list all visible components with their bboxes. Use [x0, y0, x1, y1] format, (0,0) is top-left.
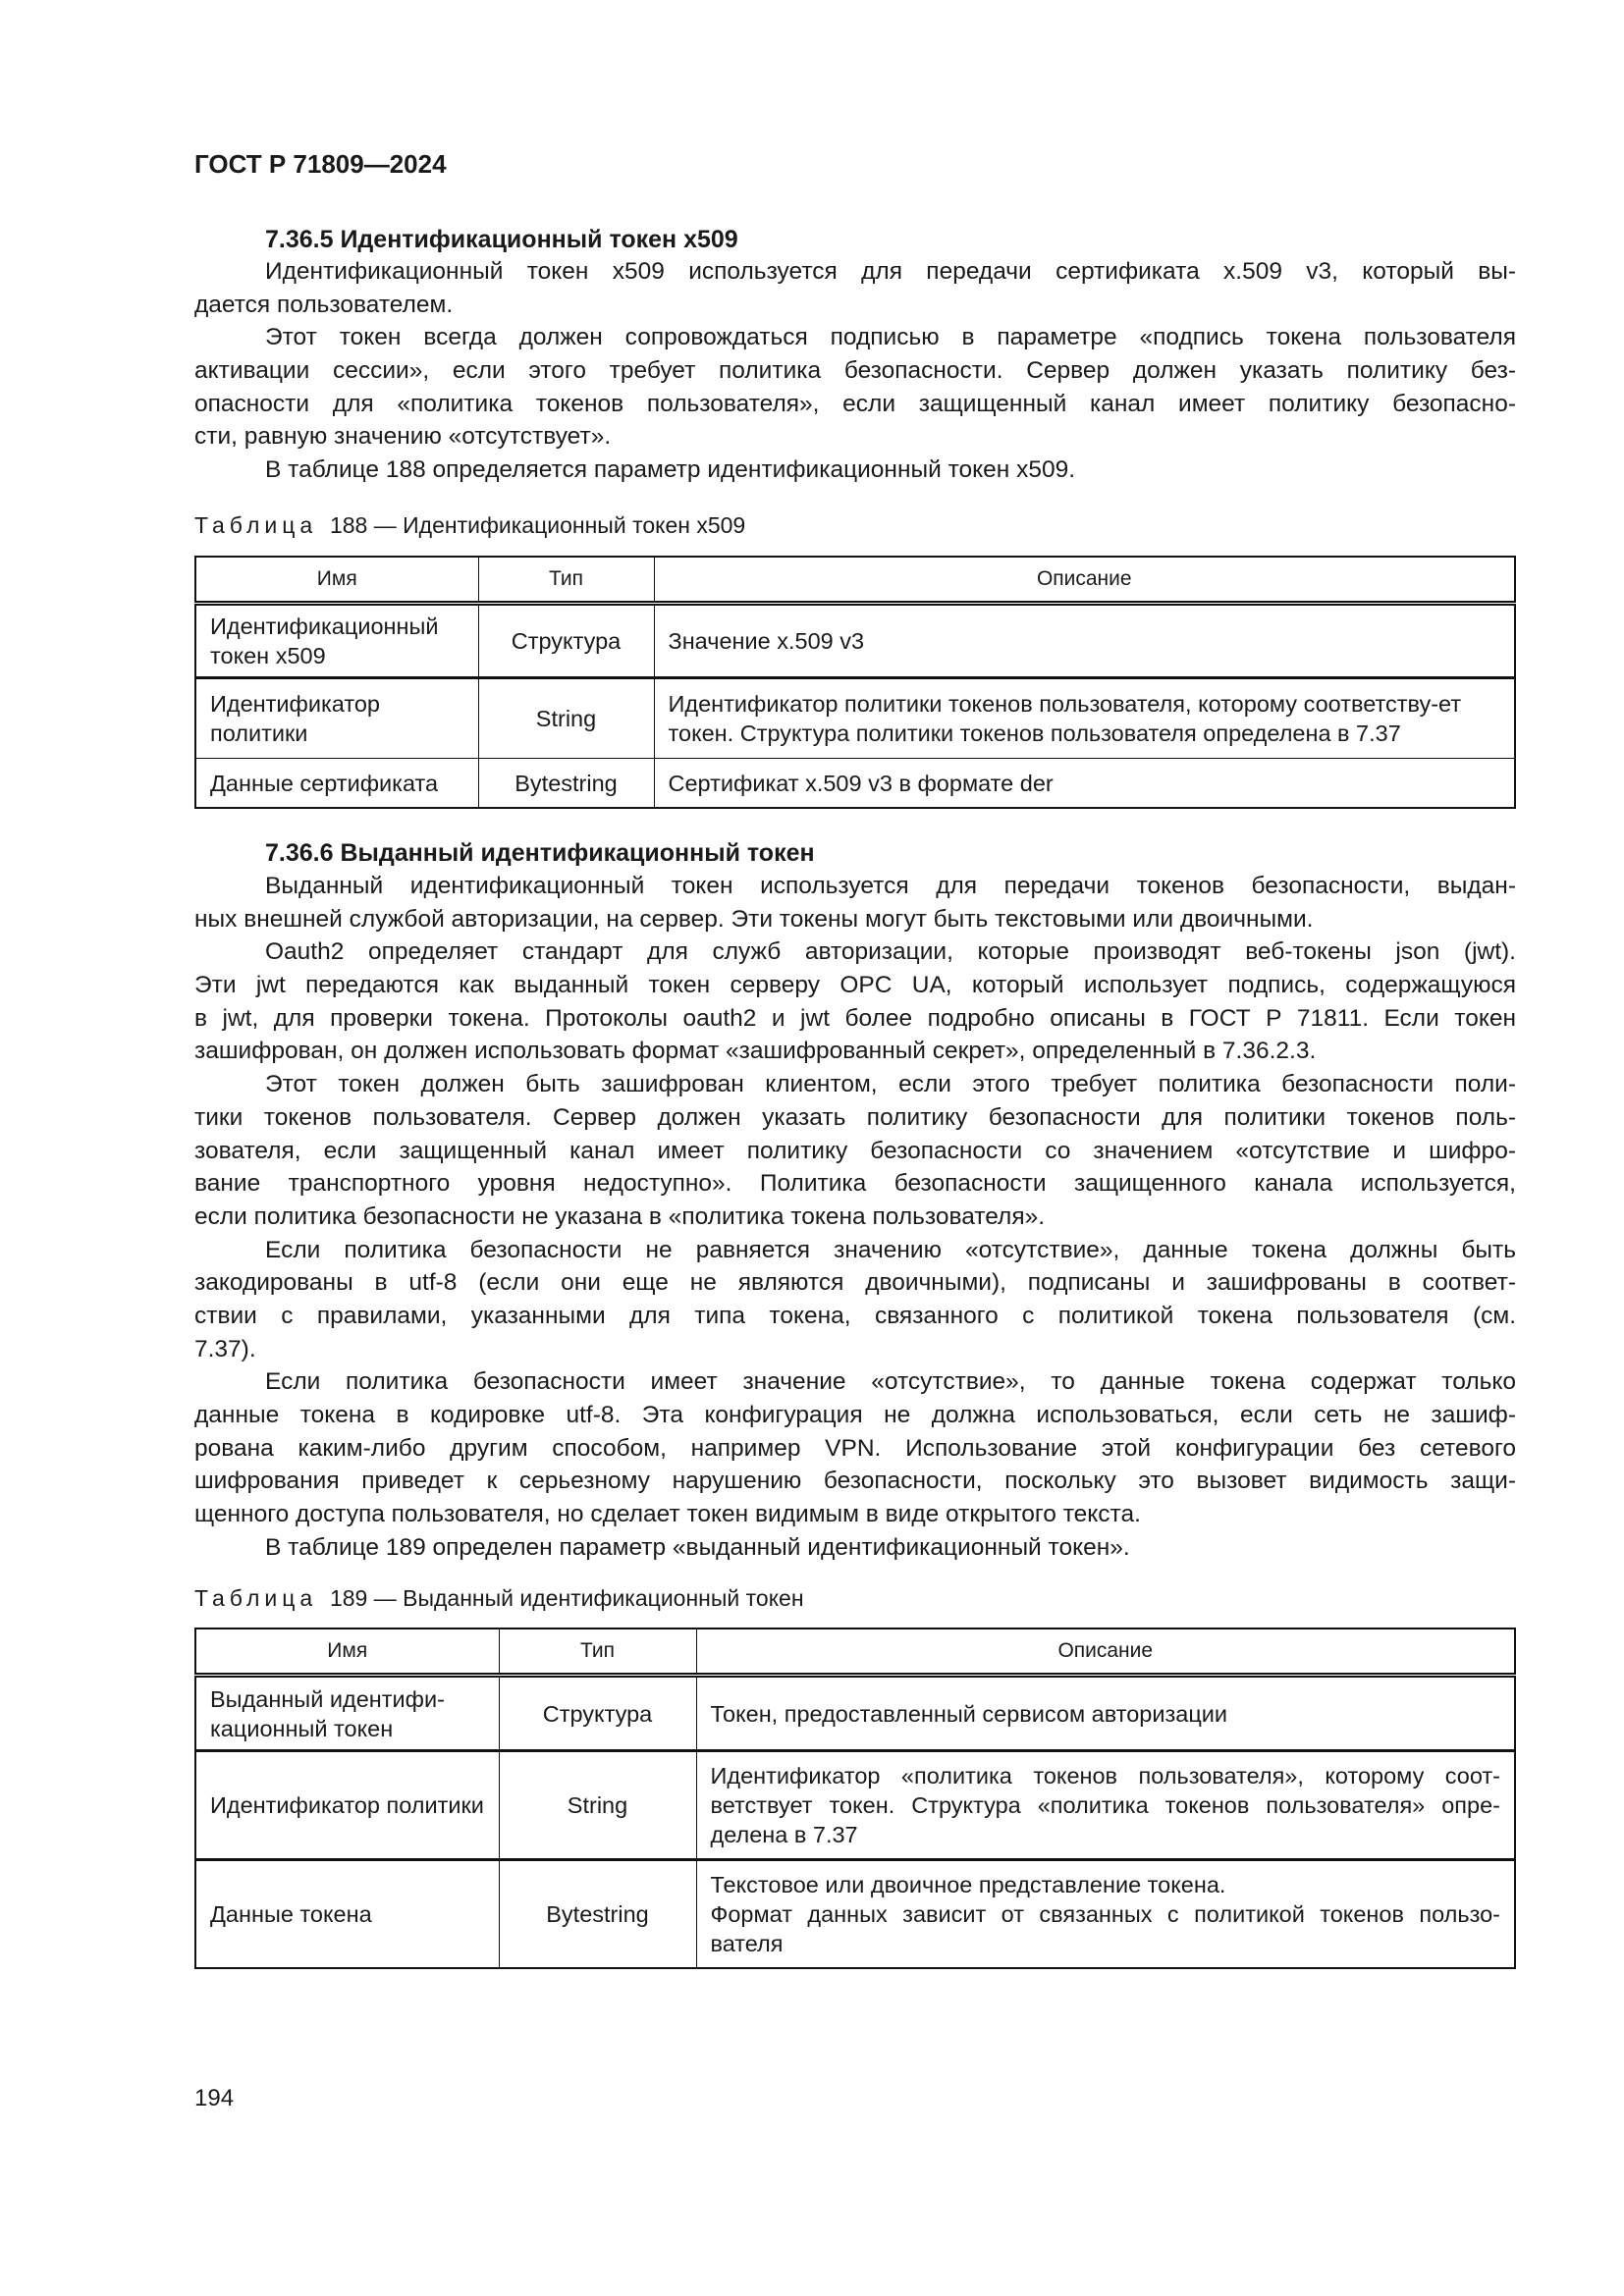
paragraph-line: зашифрован, он должен использовать формат «зашифрованный секрет», определенный в 7.36.2.3.: [194, 1038, 1317, 1065]
cell-description: Значение x.509 v3: [654, 604, 1515, 677]
paragraph-line: Этот токен всегда должен сопровождаться подписью в параметре «подпись токена пользователя: [265, 324, 1516, 351]
table-header-row: [195, 557, 1515, 604]
column-header-description: Описание: [696, 1629, 1515, 1676]
section-7-36-5-body: [194, 255, 1516, 487]
paragraph-line: сти, равную значению «отсутствует».: [194, 423, 612, 451]
column-header-description: Описание: [654, 557, 1515, 604]
paragraph-line: закодированы в utf-8 (если они еще не являются двоичными), подписаны и зашифрованы в соответ-: [194, 1269, 1516, 1297]
paragraph-line: зователя, если защищенный канал имеет политику безопасности со значением «отсутствие и шифро-: [194, 1137, 1516, 1164]
table-row: [195, 1751, 1515, 1860]
table-row: [195, 677, 1515, 758]
section-heading-7-36-5: 7.36.5 Идентификационный токен x509: [265, 226, 738, 253]
paragraph-line: Если политика безопасности не равняется значению «отсутствие», данные токена должны быть: [265, 1236, 1516, 1263]
cell-name: Идентификатор политики: [195, 677, 478, 758]
paragraph-line: Oauth2 определяет стандарт для служб авторизации, которые производят веб-токены json (jwt).: [265, 938, 1516, 966]
paragraph-line: если политика безопасности не указана в «политика токена пользователя».: [194, 1202, 1046, 1230]
paragraph-line: щенного доступа пользователя, но сделает токен видимым в виде открытого текста.: [194, 1501, 1141, 1528]
cell-description: Текстовое или двоичное представление токена. Формат данных зависит от связанных с политикой токенов пользо-вателя: [696, 1860, 1515, 1968]
column-header-type: Тип: [499, 1629, 696, 1676]
paragraph-line: шифрования приведет к серьезному нарушению безопасности, поскольку это вызовет видимость защи-: [194, 1468, 1516, 1495]
cell-type: String: [478, 677, 654, 758]
table-188: [194, 556, 1516, 809]
table-row: [195, 1676, 1515, 1751]
document-header: ГОСТ Р 71809—2024: [194, 149, 447, 179]
paragraph-line: ствии с правилами, указанными для типа токена, связанного с политикой токена пользователя (см.: [194, 1302, 1516, 1329]
cell-type: Bytestring: [499, 1860, 696, 1968]
table-189-caption: [194, 1585, 804, 1612]
paragraph-line: тики токенов пользователя. Сервер должен указать политику безопасности для политики токенов поль-: [194, 1103, 1516, 1131]
cell-description: Сертификат x.509 v3 в формате der: [654, 759, 1515, 808]
column-header-name: Имя: [195, 1629, 499, 1676]
paragraph-line: 7.37).: [194, 1335, 256, 1362]
cell-description: Идентификатор «политика токенов пользователя», которому соот-ветствует токен. Структура «политика токенов пользователя» опре-делена в 7.37: [696, 1751, 1515, 1860]
paragraph-line: дается пользователем.: [194, 291, 454, 318]
cell-type: Bytestring: [478, 759, 654, 808]
cell-name: Идентификатор политики: [195, 1751, 499, 1860]
paragraph-line: В таблице 189 определен параметр «выданный идентификационный токен».: [265, 1533, 1130, 1561]
cell-description: Токен, предоставленный сервисом авторизации: [696, 1676, 1515, 1751]
paragraph-line: ных внешней службой авторизации, на сервер. Эти токены могут быть текстовыми или двоичными.: [194, 905, 1314, 933]
table-header-row: [195, 1629, 1515, 1676]
cell-name: Идентификационный токен x509: [195, 604, 478, 677]
table-189: [194, 1628, 1516, 1969]
table-row: [195, 759, 1515, 808]
paragraph-line: Этот токен должен быть зашифрован клиентом, если этого требует политика безопасности поли-: [265, 1071, 1516, 1098]
cell-type: String: [499, 1751, 696, 1860]
paragraph-line: Идентификационный токен x509 используется для передачи сертификата x.509 v3, который вы-: [265, 258, 1516, 285]
caption-title: 189 — Выданный идентификационный токен: [329, 1585, 804, 1611]
cell-description: Идентификатор политики токенов пользователя, которому соответству-ет токен. Структура политики токенов пользователя определена в 7.37: [654, 677, 1515, 758]
paragraph-line: в jwt, для проверки токена. Протоколы oauth2 и jwt более подробно описаны в ГОСТ Р 71811. Если токен: [194, 1004, 1516, 1032]
paragraph-line: данные токена в кодировке utf-8. Эта конфигурация не должна использоваться, если сеть не зашиф-: [194, 1402, 1516, 1428]
paragraph-line: Выданный идентификационный токен используется для передачи токенов безопасности, выдан-: [265, 873, 1516, 899]
cell-name: Выданный идентифи-кационный токен: [195, 1676, 499, 1751]
paragraph-line: Если политика безопасности имеет значение «отсутствие», то данные токена содержат только: [265, 1368, 1516, 1396]
paragraph-line: вание транспортного уровня недоступно». Политика безопасности защищенного канала используется,: [194, 1170, 1516, 1198]
paragraph-line: Эти jwt передаются как выданный токен серверу OPC UA, который использует подпись, содержащуюся: [194, 972, 1516, 999]
column-header-type: Тип: [478, 557, 654, 604]
paragraph-line: В таблице 188 определяется параметр идентификационный токен x509.: [265, 456, 1076, 484]
paragraph-line: активации сессии», если этого требует политика безопасности. Сервер должен указать политику без-: [194, 357, 1516, 385]
section-heading-7-36-6: 7.36.6 Выданный идентификационный токен: [265, 839, 815, 867]
caption-label: Таблица: [194, 512, 318, 538]
column-header-name: Имя: [195, 557, 478, 604]
table-188-caption: [194, 512, 745, 539]
table-row: [195, 1860, 1515, 1968]
cell-name: Данные сертификата: [195, 759, 478, 808]
caption-label: Таблица: [194, 1585, 318, 1611]
cell-type: Структура: [478, 604, 654, 677]
table-row: [195, 604, 1515, 677]
paragraph-line: опасности для «политика токенов пользователя», если защищенный канал имеет политику безопасно-: [194, 390, 1516, 417]
cell-name: Данные токена: [195, 1860, 499, 1968]
caption-title: 188 — Идентификационный токен x509: [329, 512, 746, 538]
section-7-36-6-body: [194, 870, 1516, 1564]
cell-type: Структура: [499, 1676, 696, 1751]
page-number: 194: [194, 2085, 235, 2111]
paragraph-line: рована каким-либо другим способом, например VPN. Использование этой конфигурации без сетевого: [194, 1434, 1516, 1462]
